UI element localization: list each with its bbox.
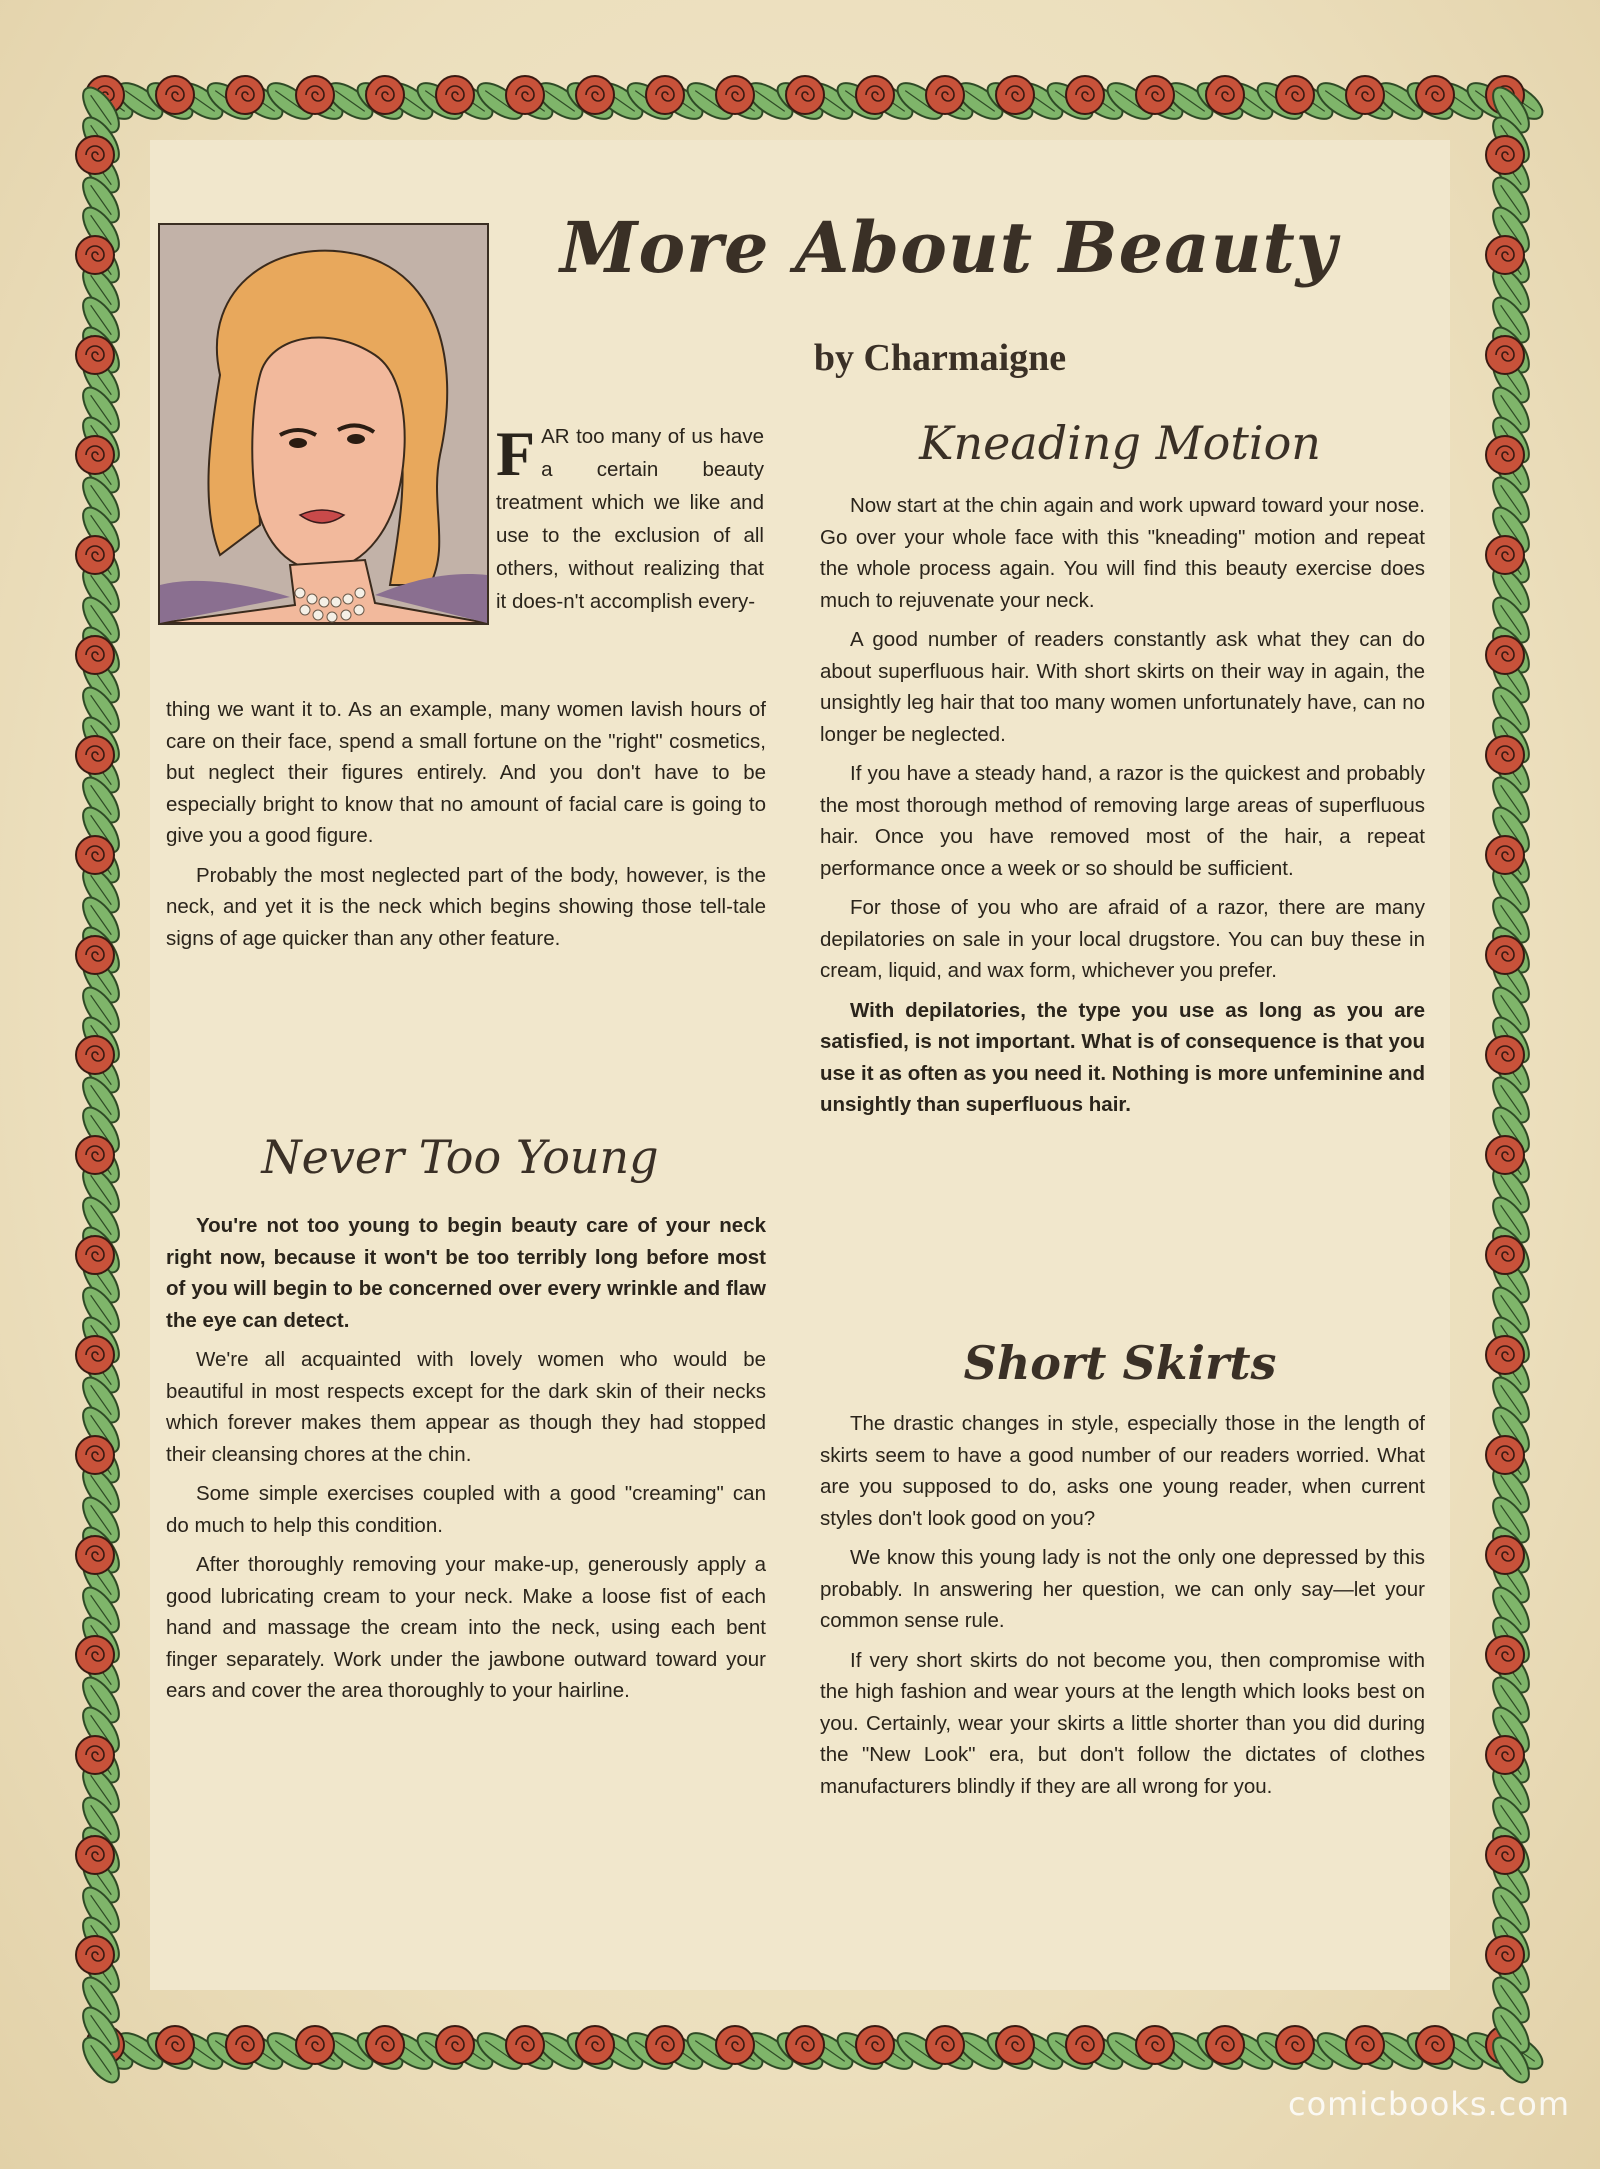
rose-ornament xyxy=(76,1036,114,1074)
rose-ornament xyxy=(76,1236,114,1274)
right-paragraph-8: If very short skirts do not become you, then compromise with the high fashion and wear yours at the length which looks best on you. Certainly, wear your skirts a little shorter than you did during the "New Look" era, but don't follow the dictates of clothes manufacturers blindly if they are all wrong for you. xyxy=(820,1648,1425,1798)
right-paragraph-2: A good number of readers constantly ask what they can do about superfluous hair. With short skirts on their way in again, the unsightly leg hair that too many women unfortunately have, can no longer be neglected. xyxy=(820,628,1425,746)
rose-ornament xyxy=(1486,1736,1524,1774)
rose-ornament xyxy=(1416,2026,1454,2064)
rose-ornament xyxy=(76,636,114,674)
rose-ornament xyxy=(296,76,334,114)
rose-ornament xyxy=(856,76,894,114)
left-column-lower xyxy=(166,1210,766,1715)
rose-ornament xyxy=(786,76,824,114)
rose-ornament xyxy=(1066,2026,1104,2064)
left-paragraph-3: You're not too young to begin beauty care of your neck right now, because it won't be too terribly long before most of you will begin to be concerned over every wrinkle and flaw the eye can detect. xyxy=(166,1214,766,1332)
rose-ornament xyxy=(76,1336,114,1374)
rose-ornament xyxy=(1066,76,1104,114)
right-column-lower xyxy=(820,1408,1425,1810)
rose-ornament xyxy=(436,2026,474,2064)
rose-ornament xyxy=(1486,836,1524,874)
rose-ornament xyxy=(1486,536,1524,574)
left-paragraph-6: After thoroughly removing your make-up, generously apply a good lubricating cream to your neck. Make a loose fist of each hand and massage the cream into the neck, using each bent finger separately. Work under the jawbone outward toward your ears and cover the area thoroughly to your hairline. xyxy=(166,1553,766,1702)
rose-ornament xyxy=(76,436,114,474)
rose-ornament xyxy=(1486,936,1524,974)
rose-ornament xyxy=(76,1136,114,1174)
rose-ornament xyxy=(1486,436,1524,474)
rose-ornament xyxy=(786,2026,824,2064)
watermark: comicbooks.com xyxy=(1287,2085,1570,2123)
rose-ornament xyxy=(1276,76,1314,114)
rose-ornament xyxy=(646,76,684,114)
rose-ornament xyxy=(1486,1136,1524,1174)
rose-ornament xyxy=(76,836,114,874)
rose-ornament xyxy=(76,936,114,974)
heading-kneading-motion: Kneading Motion xyxy=(919,416,1321,470)
rose-ornament xyxy=(76,736,114,774)
rose-ornament xyxy=(1486,1436,1524,1474)
rose-ornament xyxy=(296,2026,334,2064)
right-paragraph-1: Now start at the chin again and work upward toward your nose. Go over your whole face with this "kneading" motion and repeat the whole process again. You will find this beauty exercise does much to rejuvenate your neck. xyxy=(820,494,1425,612)
intro-paragraph xyxy=(496,420,764,618)
rose-ornament xyxy=(76,336,114,374)
rose-ornament xyxy=(1346,2026,1384,2064)
rose-ornament xyxy=(1486,1036,1524,1074)
rose-ornament xyxy=(716,2026,754,2064)
rose-ornament xyxy=(1486,1336,1524,1374)
rose-ornament xyxy=(76,1736,114,1774)
rose-ornament xyxy=(1486,1836,1524,1874)
rose-ornament xyxy=(1486,736,1524,774)
rose-ornament xyxy=(856,2026,894,2064)
rose-ornament xyxy=(926,76,964,114)
article-byline: by Charmaigne xyxy=(813,337,1067,379)
rose-ornament xyxy=(366,2026,404,2064)
right-paragraph-4: For those of you who are afraid of a razor, there are many depilatories on sale in your local drugstore. You can buy these in cream, liquid, and wax form, whichever you prefer. xyxy=(820,896,1425,982)
rose-ornament xyxy=(1486,1636,1524,1674)
rose-ornament xyxy=(76,536,114,574)
rose-ornament xyxy=(1486,136,1524,174)
rose-ornament xyxy=(1276,2026,1314,2064)
rose-ornament xyxy=(156,76,194,114)
left-paragraph-2: Probably the most neglected part of the body, however, is the neck, and yet it is the neck which begins showing those tell-tale signs of age quicker than any other feature. xyxy=(166,863,766,950)
intro-text: AR too many of us have a certain beauty treatment which we like and use to the exclusion of all others, without realizing that it does-n't accomplish every- xyxy=(496,425,764,613)
rose-ornament xyxy=(76,1636,114,1674)
right-paragraph-7: We know this young lady is not the only one depressed by this probably. In answering her question, we can only say—let your common sense rule. xyxy=(820,1546,1425,1632)
rose-ornament xyxy=(506,76,544,114)
rose-ornament xyxy=(76,1836,114,1874)
rose-ornament xyxy=(1416,76,1454,114)
rose-ornament xyxy=(76,1436,114,1474)
rose-ornament xyxy=(76,1936,114,1974)
rose-ornament xyxy=(1486,336,1524,374)
rose-ornament xyxy=(1486,1236,1524,1274)
rose-ornament xyxy=(996,76,1034,114)
left-paragraph-4: We're all acquainted with lovely women who would be beautiful in most respects except for the dark skin of their necks which forever makes them appear as though they had stopped their cleansing chores at the chin. xyxy=(166,1348,766,1466)
rose-ornament xyxy=(156,2026,194,2064)
rose-ornament xyxy=(1206,76,1244,114)
rose-ornament xyxy=(716,76,754,114)
rose-ornament xyxy=(1206,2026,1244,2064)
rose-ornament xyxy=(1486,236,1524,274)
heading-short-skirts: Short Skirts xyxy=(963,1336,1277,1390)
rose-ornament xyxy=(1486,1936,1524,1974)
rose-ornament xyxy=(76,1536,114,1574)
rose-ornament xyxy=(506,2026,544,2064)
left-paragraph-1: thing we want it to. As an example, many women lavish hours of care on their face, spend a small fortune on the "right" cosmetics, but neglect their figures entirely. And you don't have to be especially bright to know that no amount of facial care is going to give you a good figure. xyxy=(166,698,766,847)
rose-ornament xyxy=(1486,636,1524,674)
rose-ornament xyxy=(926,2026,964,2064)
rose-ornament xyxy=(1136,2026,1174,2064)
rose-ornament xyxy=(366,76,404,114)
rose-ornament xyxy=(226,2026,264,2064)
rose-ornament xyxy=(1486,1536,1524,1574)
rose-ornament xyxy=(576,76,614,114)
rose-ornament xyxy=(576,2026,614,2064)
drop-cap: F xyxy=(496,418,536,489)
rose-ornament xyxy=(76,136,114,174)
left-column xyxy=(166,694,766,962)
rose-ornament xyxy=(996,2026,1034,2064)
right-column xyxy=(820,490,1425,1129)
rose-ornament xyxy=(646,2026,684,2064)
rose-ornament xyxy=(76,236,114,274)
left-paragraph-5: Some simple exercises coupled with a good "creaming" can do much to help this condition. xyxy=(166,1482,766,1537)
rose-ornament xyxy=(1346,76,1384,114)
rose-ornament xyxy=(226,76,264,114)
article-title: More About Beauty xyxy=(560,206,1338,289)
right-paragraph-5: With depilatories, the type you use as long as you are satisfied, is not important. What is of consequence is that you use it as often as you need it. Nothing is more unfeminine and unsightly than superfluous hair. xyxy=(820,998,1425,1116)
rose-ornament xyxy=(436,76,474,114)
right-paragraph-6: The drastic changes in style, especially those in the length of skirts seem to have a good number of our readers worried. What are you supposed to do, asks one young reader, when current styles don't look good on you? xyxy=(820,1412,1425,1530)
rose-ornament xyxy=(1136,76,1174,114)
heading-never-too-young: Never Too Young xyxy=(261,1130,659,1184)
right-paragraph-3: If you have a steady hand, a razor is the quickest and probably the most thorough method of removing large areas of superfluous hair. Once you have removed most of the hair, a repeat performance once a week or so should be sufficient. xyxy=(820,762,1425,880)
portrait-illustration xyxy=(158,223,489,625)
